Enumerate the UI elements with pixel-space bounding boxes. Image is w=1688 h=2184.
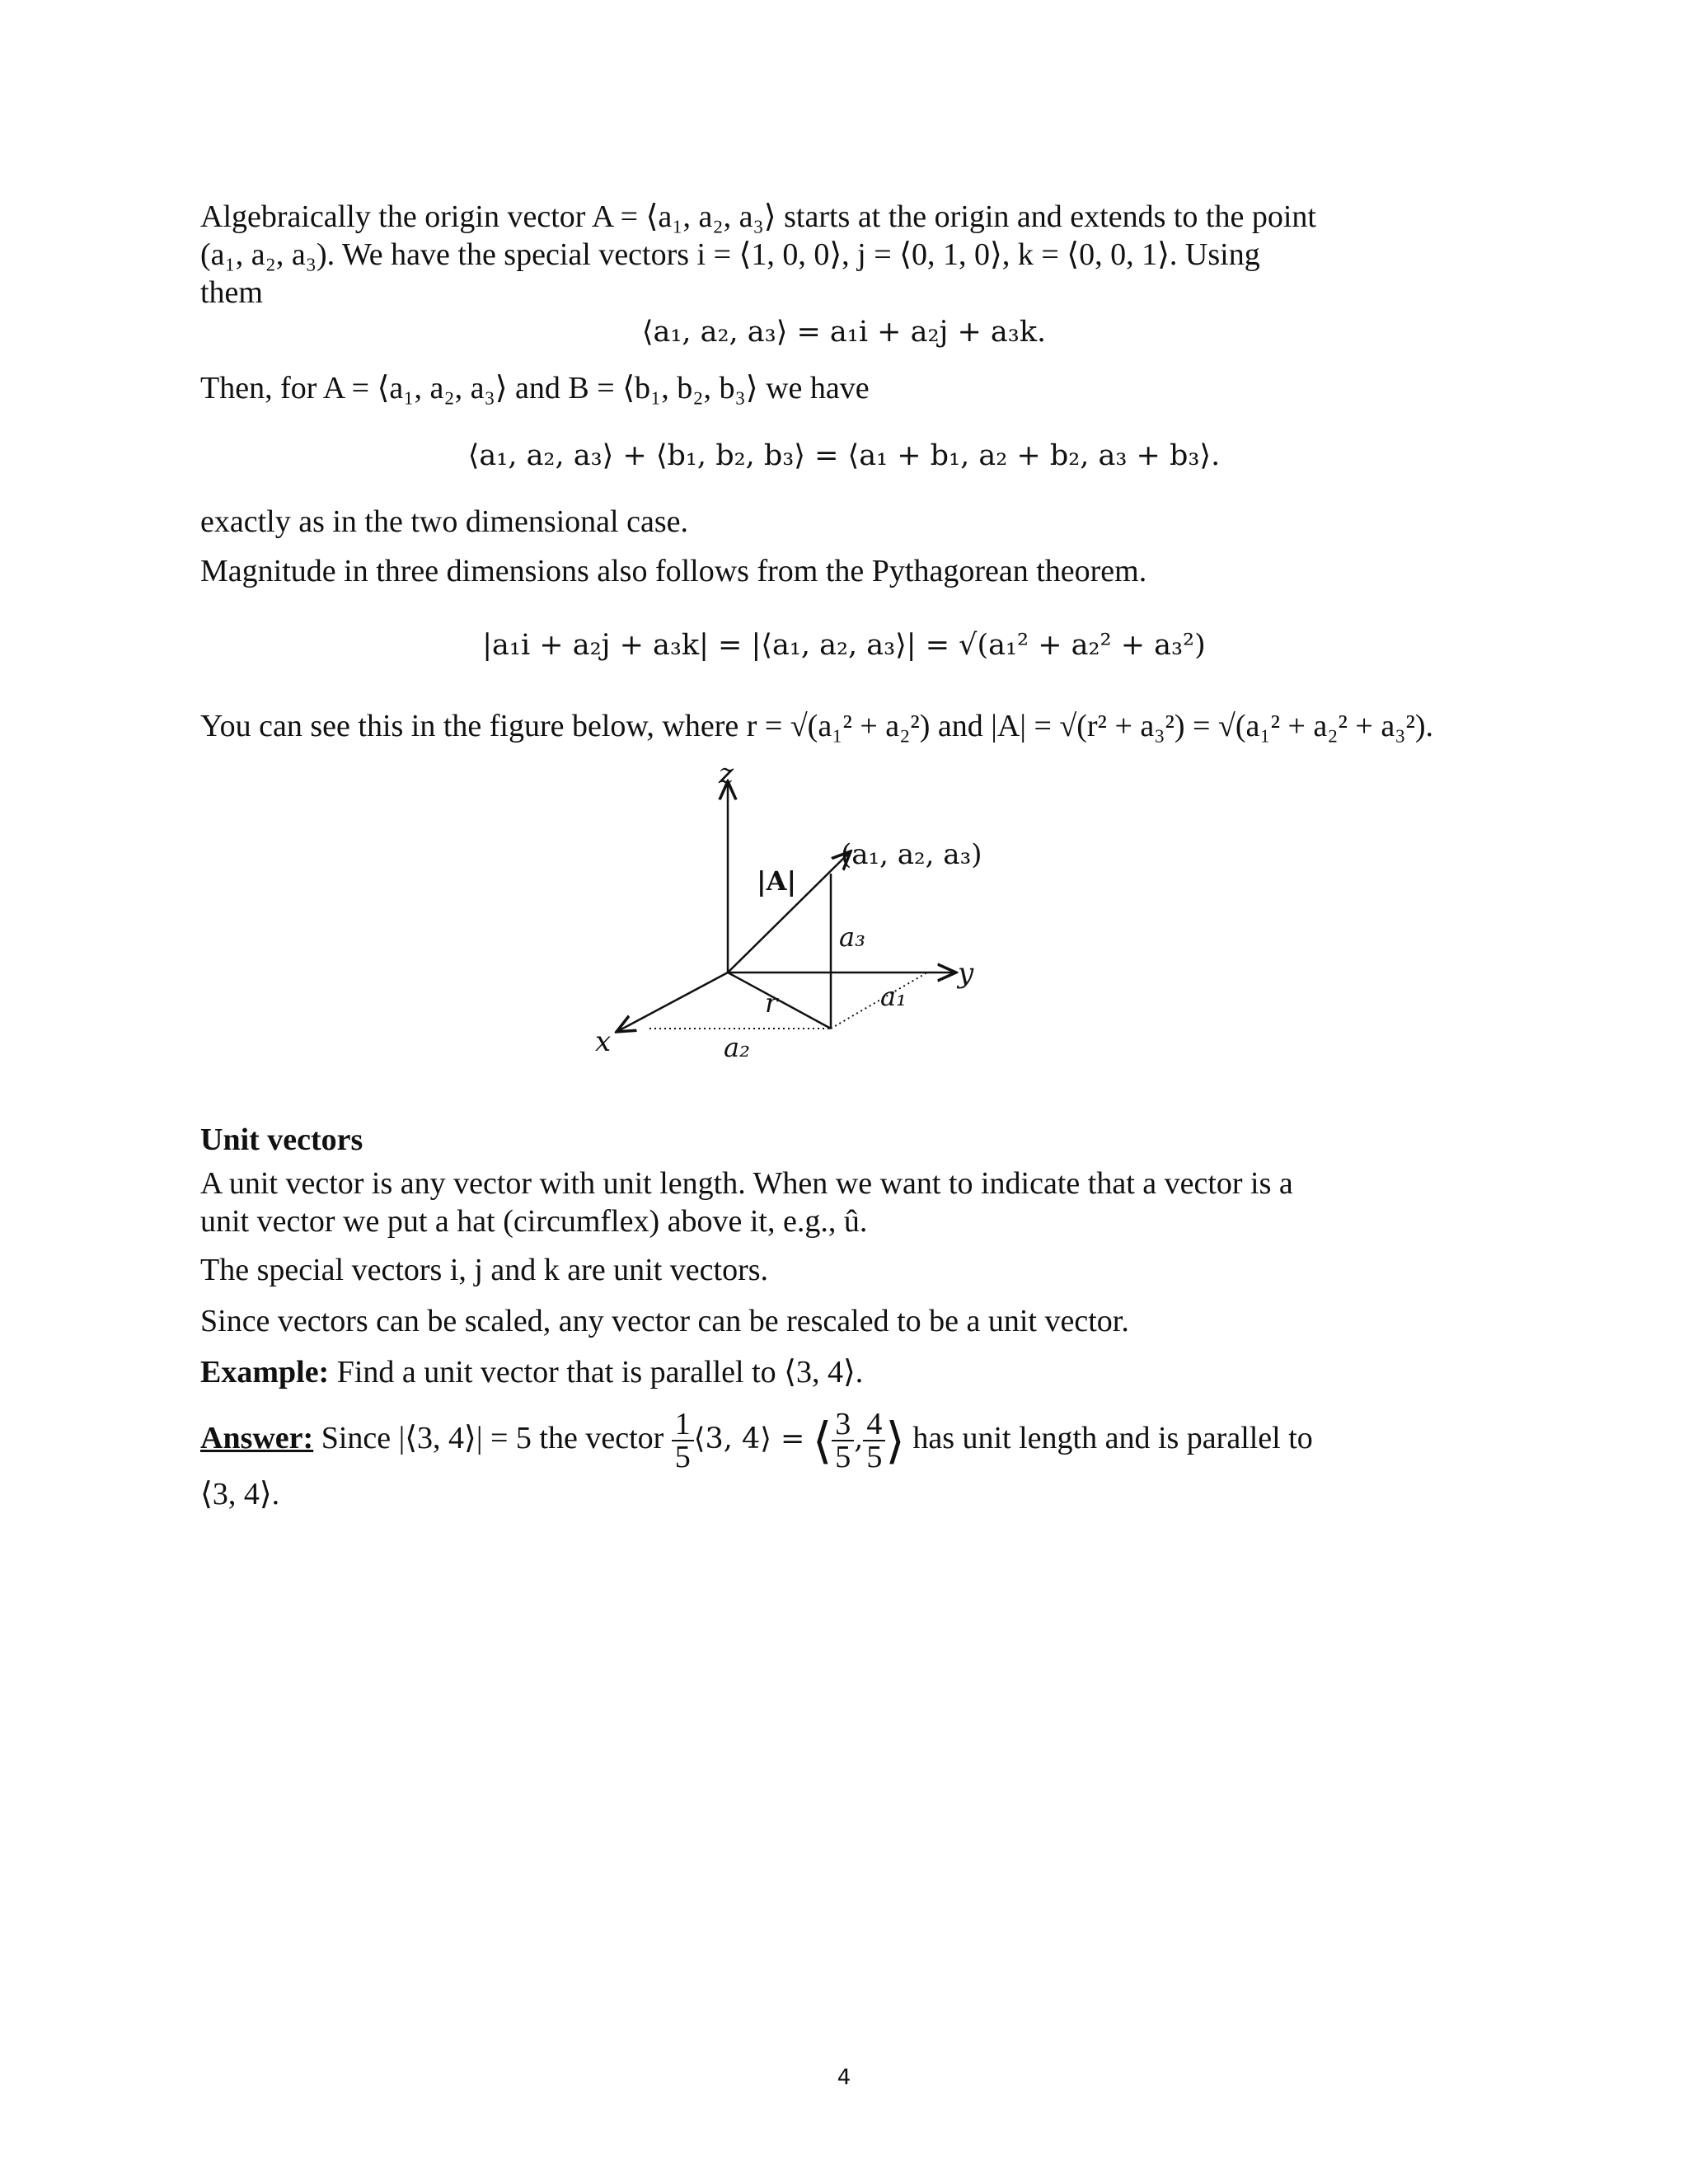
unit-vectors-heading: Unit vectors bbox=[200, 1122, 363, 1157]
intro-line-1: Algebraically the origin vector A = ⟨a₁, a₂, a₃⟩ starts at the origin and extends to the point bbox=[200, 199, 1316, 234]
answer-line bbox=[200, 1401, 1313, 1475]
z-axis-label: z bbox=[719, 766, 734, 790]
a1-label: a₁ bbox=[880, 981, 907, 1012]
answer-text-2: has unit length and is parallel to bbox=[912, 1421, 1313, 1455]
equation-basis-decomposition: ⟨a₁, a₂, a₃⟩ = a₁i + a₂j + a₃k. bbox=[641, 316, 1047, 349]
unit-vectors-paragraph-3: Since vectors can be scaled, any vector can be rescaled to be a unit vector. bbox=[200, 1304, 1129, 1338]
answer-text-1: Since |⟨3, 4⟩| = 5 the vector bbox=[321, 1421, 664, 1455]
unit-vectors-paragraph-1a: A unit vector is any vector with unit length. When we want to indicate that a vector is a bbox=[200, 1166, 1293, 1201]
vector-3d-figure bbox=[577, 766, 1022, 1080]
answer-line-2: ⟨3, 4⟩. bbox=[200, 1477, 280, 1511]
fraction-denominator: 5 bbox=[835, 1440, 851, 1475]
example-line bbox=[200, 1353, 863, 1391]
exact-line: exactly as in the two dimensional case. bbox=[200, 504, 688, 539]
fraction-numerator: 3 bbox=[832, 1408, 854, 1441]
y-axis-label: y bbox=[958, 957, 974, 990]
intro-line-2: (a₁, a₂, a₃). We have the special vectors i = ⟨1, 0, 0⟩, j = ⟨0, 1, 0⟩, k = ⟨0, 0, 1⟩. Using bbox=[200, 237, 1260, 272]
then-line: Then, for A = ⟨a₁, a₂, a₃⟩ and B = ⟨b₁, b₂, b₃⟩ we have bbox=[200, 371, 870, 405]
a2-label: a₂ bbox=[724, 1032, 750, 1063]
unit-vectors-paragraph-2: The special vectors i, j and k are unit vectors. bbox=[200, 1253, 769, 1287]
r-segment bbox=[728, 972, 831, 1029]
r-label: r bbox=[765, 987, 778, 1019]
equation-magnitude: |a₁i + a₂j + a₃k| = |⟨a₁, a₂, a₃⟩| = √(a₁² + a₂² + a₃²) bbox=[482, 629, 1206, 662]
answer-fraction-one-fifth bbox=[672, 1408, 694, 1473]
figure-description-line: You can see this in the figure below, where r = √(a₁² + a₂²) and |A| = √(r² + a₃²) = √(a₁² + a₂² + a₃²). bbox=[200, 709, 1434, 743]
answer-fraction-four-fifths bbox=[863, 1408, 885, 1473]
comma: , bbox=[854, 1422, 864, 1455]
answer-fraction-three-fifths bbox=[832, 1408, 854, 1473]
vector-A-label: |A| bbox=[757, 865, 797, 897]
magnitude-line: Magnitude in three dimensions also follows from the Pythagorean theorem. bbox=[200, 554, 1147, 588]
x-axis-label: x bbox=[595, 1025, 612, 1058]
intro-line-3: them bbox=[200, 275, 263, 310]
example-label: Example: bbox=[200, 1355, 330, 1390]
x-axis bbox=[617, 972, 728, 1032]
fraction-numerator: 1 bbox=[672, 1408, 694, 1441]
point-label: (a₁, a₂, a₃) bbox=[841, 838, 982, 871]
example-text: Find a unit vector that is parallel to ⟨3, 4⟩. bbox=[336, 1355, 864, 1390]
a3-label: a₃ bbox=[839, 921, 865, 953]
equation-vector-addition: ⟨a₁, a₂, a₃⟩ + ⟨b₁, b₂, b₃⟩ = ⟨a₁ + b₁, a₂ + b₂, a₃ + b₃⟩. bbox=[467, 439, 1221, 472]
answer-vector: ⟨3, 4⟩ = bbox=[693, 1422, 805, 1455]
answer-label: Answer: bbox=[200, 1421, 314, 1455]
a1-dotted-segment bbox=[831, 972, 927, 1029]
right-angle-bracket: ⟩ bbox=[885, 1412, 905, 1470]
unit-vectors-paragraph-1b: unit vector we put a hat (circumflex) above it, e.g., û. bbox=[200, 1204, 868, 1239]
left-angle-bracket: ⟨ bbox=[812, 1412, 832, 1470]
fraction-denominator: 5 bbox=[674, 1440, 691, 1475]
page-number: 4 bbox=[837, 2065, 851, 2090]
fraction-denominator: 5 bbox=[866, 1440, 883, 1475]
fraction-numerator: 4 bbox=[863, 1408, 885, 1441]
